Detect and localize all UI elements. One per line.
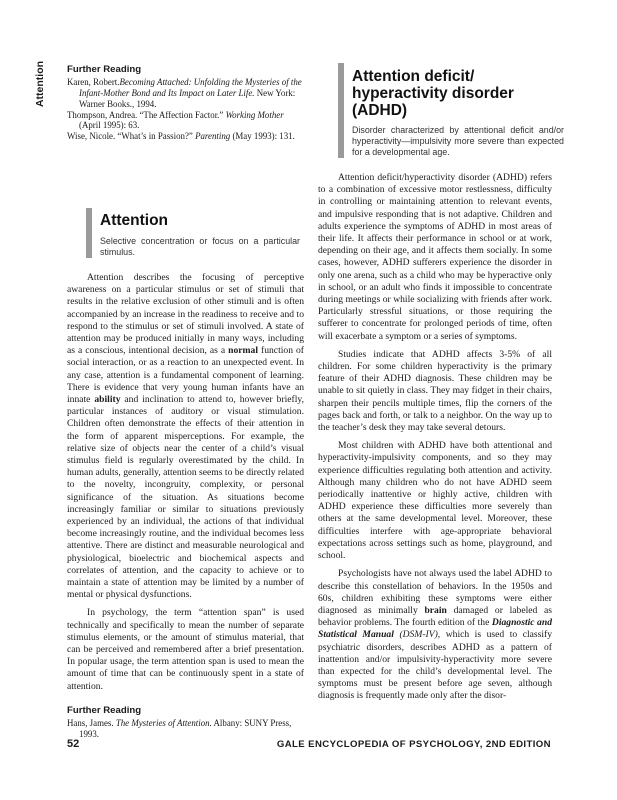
glossary-term: brain [424,604,447,616]
body-paragraph [318,349,552,434]
glossary-term: Diagnostic and Statistical Manual [318,617,552,641]
page-number: 52 [67,738,80,750]
text-run: , which is used to classify psychiatric disorders, describes ADHD as a pattern of inattention and/or impulsivity-hyperactivity more severe than expected for the child’s developmental level. The symptoms must be present before age seven, although diagnosis is frequently made only after the disor- [318,629,552,702]
section-side-tab: Attention [34,60,47,108]
reference-item: Karen, Robert.Becoming Attached: Unfolding the Mysteries of the Infant-Mother Bond and Its Impact on Later Life. New York: Warner Books., 1994. [67,77,302,109]
adhd-body [318,172,552,703]
text-run: In psychology, the term “attention span” is used technically and specifically to mean the number of separate stimulus elements, or the amount of stimulus material, that can be perceived and remembered after a brief presentation. In popular usage, the term attention span is used to mean the amount of time that can be continuously spent in a state of attention. [67,607,304,692]
entry-definition: Selective concentration or focus on a particular stimulus. [100,235,300,257]
further-reading-list [67,77,304,142]
further-reading-heading: Further Reading [67,704,142,716]
text-run: Most children with ADHD have both attentional and hyperactivity-impulsivity components, and so they may experience difficulties regulating both attention and activity. Although many children who do not have ADHD seem periodically inattentive or highly active, children with ADHD experience these difficulties more severely than others at the same developmental level. Moreover, these difficulties interfere with age-appropriate behavioral expectations across settings such as home, playground, and school. [318,440,552,562]
entry-definition: Disorder characterized by attentional deficit and/or hyperactivity—impulsivity more severe than expected for a developmental age. [352,125,564,157]
body-paragraph [318,440,552,562]
entry-title: Attention deficit/ hyperactivity disorder (ADHD) [352,68,514,119]
text-run: Attention describes the focusing of perceptive awareness on a particular stimulus or set of stimuli that results in the relative exclusion of other stimuli and is often accompanied by an increase in the readiness to receive and to respond to the stimulus or set of stimuli involved. A state of attention may be produced initially in many ways, including as a conscious, intentional decision, as a [67,271,304,357]
body-paragraph [318,568,552,702]
body-paragraph [67,272,304,601]
text-run: Attention deficit/hyperactivity disorder (ADHD) refers to a combination of excessive motor restlessness, difficulty in controlling or maintaining attention to relevant events, and impulsive responding that is not adaptive. Children and adults experience the symptoms of ADHD in most areas of their life. It affects their performance in school or at work, depending on their age, and it affects them socially. In some cases, however, ADHD sufferers experience the disorder in only one arena, such as a child who may be hyperactive only in school, or an adult who finds it impossible to concentrate during meetings or while socializing with friends after work. Particularly stressful situations, or those requiring the sufferer to concentrate for prolonged periods of time, often will exacerbate a symptom or a series of symptoms. [318,172,552,342]
right-column [318,172,552,709]
body-paragraph [318,172,552,343]
attention-body [67,272,304,693]
body-paragraph [67,607,304,692]
reference-item: Thompson, Andrea. “The Affection Factor.” Working Mother (April 1995): 63. [67,109,284,131]
text-run: damaged or labeled as behavior problems. The fourth edition of the [318,604,552,629]
text-run: and inclination to attend to, however briefly, particular instances of auditory or visual stimulation. Children often demonstrate the effects of their attention in the form of apparent misperceptions. For example, the relative size of objects near the center of a child’s visual stimulus field is regularly overestimated by the child. In human adults, generally, attention seems to be directly related to the novelty, incongruity, complexity, or personal significance of the situation. As situations become increasingly familiar or similar to situations previously experienced by an individual, the actions of that individual become increasingly routine, and the individual becomes less attentive. There are distinct and measurable neurological and physiological, bioelectric and biochemical aspects and correlates of attention, and the capacity to achieve or to maintain a state of attention may be limited by a number of mental or physical dysfunctions. [67,394,305,601]
text-run: Psychologists have not always used the label ADHD to describe this constellation of behaviors. In the 1950s and 60s, children exhibiting these symptoms were either diagnosed as minimally [318,568,552,616]
glossary-term: ability [94,394,121,406]
entry-title: Attention [100,211,169,229]
text-run: Studies indicate that ADHD affects 3-5% of all children. For some children hyperactivity is the primary feature of their ADHD diagnosis. These children may be unable to sit quietly in class. They may fidget in their chairs, sharpen their pencils multiple times, flip the corners of the pages back and forth, or talk to a neighbor. On the way up to the teacher’s desk they may take several detours. [318,348,552,434]
text-run: function of social interaction, or as a reaction to an unexpected event. In any case, attention is a fundamental component of learning. There is evidence that very young human infants have an innate [67,345,304,406]
reference-item: Wise, Nicole. “What’s in Passion?” Parenting (May 1993): 131. [67,131,295,142]
further-reading-heading: Further Reading [67,64,142,75]
text-run: (DSM-IV) [399,629,438,641]
reference-item: Hans, James. The Mysteries of Attention. Albany: SUNY Press, 1993. [67,718,292,739]
left-column [67,64,304,740]
adhd-entry-box [338,63,564,158]
glossary-term: normal [228,345,259,357]
attention-entry-box [86,208,300,258]
book-title-footer: GALE ENCYCLOPEDIA OF PSYCHOLOGY, 2ND EDITION [276,739,551,750]
